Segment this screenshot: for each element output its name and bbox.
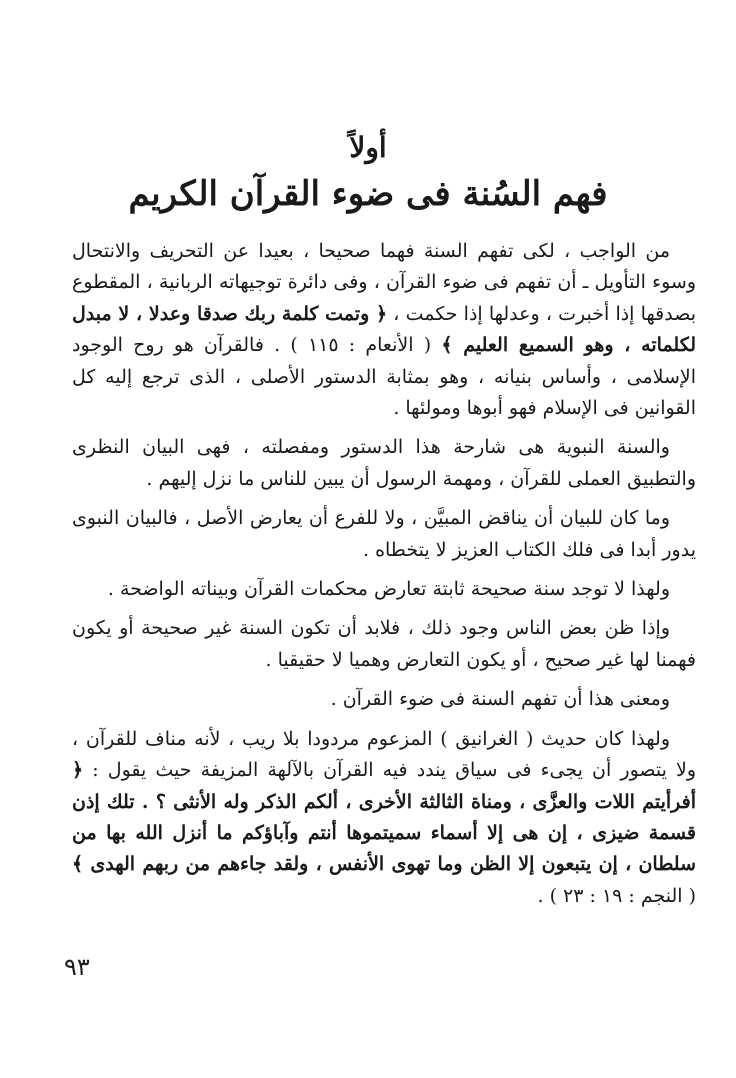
chapter-title: فهم السُنة فى ضوء القرآن الكريم (128, 174, 608, 214)
paragraph-text: وما كان للبيان أن يناقض المبيَّن ، ولا للفرع أن يعارض الأصل ، فالبيان النبوى يدور أبدا فى فلك الكتاب العزيز لا يتخطاه . (72, 507, 696, 561)
paragraph (72, 503, 696, 566)
body-text (72, 236, 696, 920)
paragraph (72, 613, 696, 676)
page-number: ٩٣ (64, 953, 90, 981)
quran-verse: ﴿ أفرأيتم اللات والعزَّى ، ومناة الثالثة الأخرى ، ألكم الذكر وله الأنثى ؟ . تلك إذن قسمة ضيزى ، إن هى إلا أسماء سميتموها أنتم وآباؤكم ما أنزل الله بها من سلطان ، إن يتبعون إلا الظن وما تهوى الأنفس ، ولقد جاءهم من ربهم الهدى ﴾ (72, 759, 696, 876)
quran-verse: ﴿ وتمت كلمة ربك صدقا وعدلا ، لا مبدل لكلماته ، وهو السميع العليم ﴾ (72, 302, 697, 357)
paragraph-text: ولهذا كان حديث ( الغرانيق ) المزعوم مردودا بلا ريب ، لأنه مناف للقرآن ، ولا يتصور أن يجىء فى سياق يندد فيه القرآن بالآلهة المزيفة حيث يقول : (72, 727, 696, 782)
paragraph (72, 574, 696, 605)
paragraph (72, 236, 696, 424)
paragraph-text: ولهذا لا توجد سنة صحيحة ثابتة تعارض محكمات القرآن وبيناته الواضحة . (107, 578, 670, 601)
paragraph-text: من الواجب ، لكى تفهم السنة فهما صحيحا ، بعيدا عن التحريف والانتحال وسوء التأويل ـ أن تفهم فى ضوء القرآن ، وفى دائرة توجيهاته الربانية ، المقطوع بصدقها إذا أخبرت ، وعدلها إذا حكمت ، (72, 240, 696, 325)
paragraph (72, 684, 696, 715)
paragraph (72, 432, 696, 495)
paragraph-text: والسنة النبوية هى شارحة هذا الدستور ومفصلته ، فهى البيان النظرى والتطبيق العملى للقرآن ، ومهمة الرسول أن يبين للناس ما نزل إليهم . (72, 436, 696, 490)
paragraph-text: وإذا ظن بعض الناس وجود ذلك ، فلابد أن تكون السنة غير صحيحة أو يكون فهمنا لها غير صحيح ، أو يكون التعارض وهميا لا حقيقيا . (72, 617, 696, 671)
paragraph-text: ( النجم : ١٩ : ٢٣ ) . (537, 884, 696, 907)
paragraph (72, 724, 696, 912)
section-number: أولاً (349, 131, 387, 164)
paragraph-text: ( الأنعام : ١١٥ ) . فالقرآن هو روح الوجود الإسلامى ، وأساس بنيانه ، وهو بمثابة الدستور الأصلى ، الذى ترجع إليه كل القوانين فى الإسلام فهو أبوها ومولئها . (72, 334, 696, 420)
paragraph-text: ومعنى هذا أن تفهم السنة فى ضوء القرآن . (330, 688, 670, 711)
